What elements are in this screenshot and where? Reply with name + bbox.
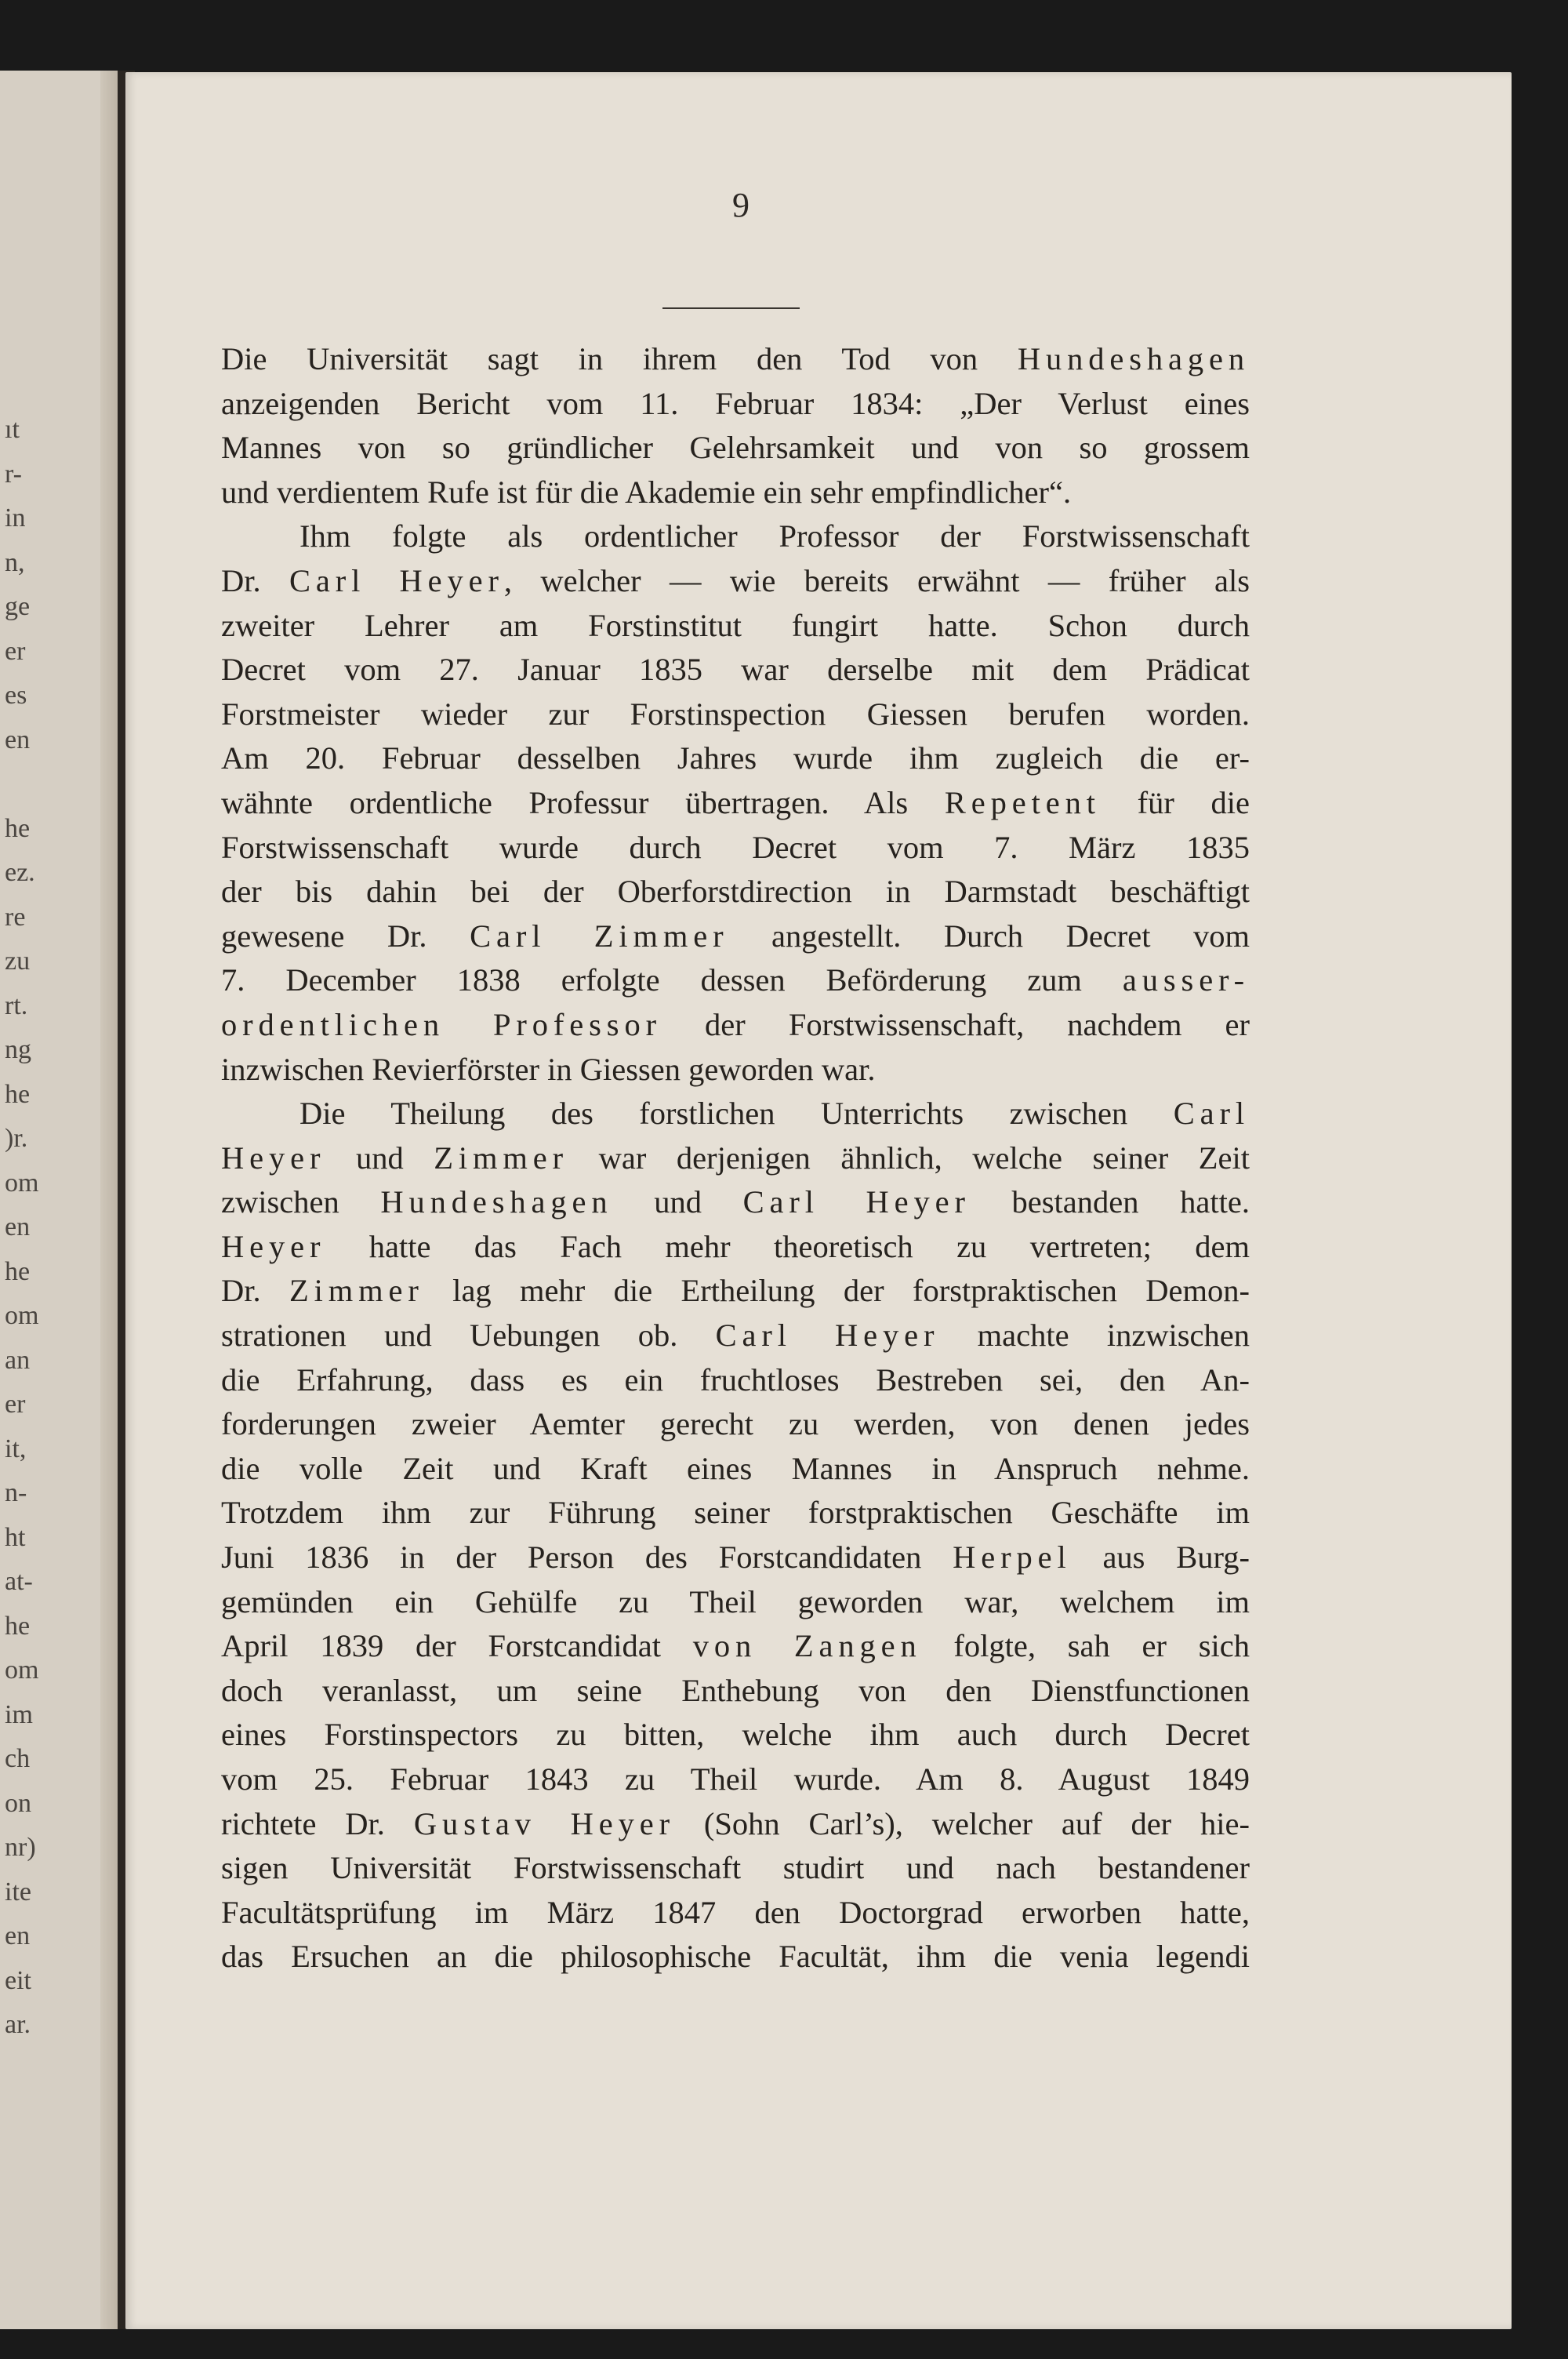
text-segment: Facultätsprüfung im März 1847 den Doctorgrad erworben hatte, [221,1894,1250,1930]
text-line [221,1314,1250,1358]
text-line [221,1402,1250,1447]
page-number-rule [662,307,800,309]
margin-fragment: er [5,1390,26,1419]
margin-fragment: ıt [5,415,20,444]
margin-fragment [0,762,118,807]
text-segment: die Erfahrung, dass es ein fruchtloses Bestreben sei, den An- [221,1361,1250,1398]
margin-fragment: n, [5,547,25,577]
margin-fragment: ht [5,1522,26,1552]
text-segment: und verdientem Rufe ist für die Akademie ein sehr empfindlicher“. [221,474,1072,510]
text-segment: bestanden hatte. [970,1184,1250,1220]
spaced-name: Zimmer [289,1273,424,1309]
text-segment: hatte das Fach mehr theoretisch zu vertreten; dem [325,1228,1250,1264]
text-segment: Dr. [221,562,290,598]
text-line [221,1136,1250,1181]
text-line [221,1757,1250,1802]
text-line [221,1447,1250,1492]
spaced-name: Carl Heyer [715,1318,940,1354]
margin-fragment: ge [5,592,31,621]
margin-fragment: re [5,902,26,932]
spaced-name: Carl Heyer [289,562,504,598]
margin-fragment: n- [5,1478,27,1507]
margin-fragment: it, [5,1434,27,1463]
margin-fragment: en [5,725,31,754]
text-line [221,1713,1250,1757]
margin-fragment: he [5,1256,31,1286]
margin-fragment: ez. [5,858,35,887]
text-segment: und [612,1184,743,1220]
margin-fragment: on [5,1788,31,1818]
margin-fragment: eit [5,1965,31,1995]
text-segment: forderungen zweier Aemter gerecht zu werden, von denen jedes [221,1406,1250,1442]
text-line [221,736,1250,781]
text-line [221,1846,1250,1891]
margin-fragment: ite [5,1877,31,1906]
text-line [221,826,1250,871]
text-segment: 7. December 1838 erfolgte dessen Beförderung zum [221,962,1123,998]
text-line [221,1092,1250,1136]
text-segment: Forstwissenschaft wurde durch Decret vom 7. März 1835 [221,829,1250,865]
text-segment: , welcher — wie bereits erwähnt — früher als [503,562,1250,598]
text-line [221,692,1250,737]
margin-fragment: om [5,1301,39,1330]
margin-fragment: om [5,1168,39,1198]
text-segment: Die Universität sagt in ihrem den Tod von [221,341,1018,376]
spaced-name: ausser- [1122,962,1250,998]
text-line [221,1003,1250,1048]
text-segment: die volle Zeit und Kraft eines Mannes in Anspruch nehme. [221,1450,1250,1486]
text-line [221,1180,1250,1225]
text-segment: Forstmeister wieder zur Forstinspection Giessen berufen worden. [221,696,1250,732]
text-segment: und [325,1140,434,1176]
text-segment: (Sohn Carl’s), welcher auf der hie- [675,1805,1250,1841]
text-line [221,958,1250,1003]
margin-fragment: at- [5,1567,33,1596]
text-segment: Die Theilung des forstlichen Unterrichts zwischen [299,1096,1174,1132]
spaced-name: Herpel [953,1539,1072,1576]
margin-fragment: in [5,503,26,533]
spaced-name: Gustav Heyer [413,1805,676,1841]
margin-fragment: he [5,813,31,843]
text-segment: machte inzwischen [939,1318,1250,1354]
text-line [221,1225,1250,1270]
margin-fragment: er [5,636,26,666]
text-line [221,870,1250,914]
text-line [221,914,1250,959]
spaced-name: ordentlichen Professor [221,1006,662,1042]
spaced-name: Heyer [221,1228,326,1264]
text-segment: Juni 1836 in der Person des Forstcandidaten [221,1539,953,1576]
text-segment: zweiter Lehrer am Forstinstitut fungirt hatte. Schon durch [221,607,1250,643]
margin-fragment: im [5,1699,33,1729]
text-segment: für die [1100,784,1250,820]
text-segment: angestellt. Durch Decret vom [728,918,1250,954]
text-segment: Decret vom 27. Januar 1835 war derselbe mit dem Prädicat [221,652,1250,688]
margin-fragment: zu [5,947,31,976]
text-segment: Mannes von so gründlicher Gelehrsamkeit und von so grossem [221,430,1250,466]
text-line [221,1580,1250,1625]
margin-fragment: )r. [5,1124,28,1153]
margin-fragment: en [5,1921,31,1950]
text-segment: lag mehr die Ertheilung der forstpraktischen Demon- [423,1273,1250,1309]
spaced-name: Carl Heyer [742,1184,971,1220]
text-line [221,1935,1250,1979]
text-segment: zwischen [221,1184,381,1220]
text-segment: war derjenigen ähnlich, welche seiner Zeit [568,1140,1250,1176]
text-line [221,1048,1250,1092]
text-line [221,1491,1250,1536]
margin-fragment: nr) [5,1833,36,1862]
text-segment: vom 25. Februar 1843 zu Theil wurde. Am 8. August 1849 [221,1761,1250,1797]
text-line [221,382,1250,427]
text-line [221,337,1250,382]
body-text [221,337,1250,1979]
text-segment: Ihm folgte als ordentlicher Professor der Forstwissenschaft [299,518,1250,554]
text-line [221,781,1250,826]
margin-fragment: ar. [5,2010,31,2039]
text-segment: Am 20. Februar desselben Jahres wurde ihm zugleich die er- [221,740,1250,776]
text-line [221,514,1250,559]
margin-fragment: ng [5,1035,31,1064]
text-line [221,1802,1250,1847]
text-segment: sigen Universität Forstwissenschaft studirt und nach bestandener [221,1850,1250,1886]
text-line [221,604,1250,649]
spaced-name: Repetent [944,784,1101,820]
spaced-name: Heyer [221,1140,326,1176]
text-line [221,1536,1250,1580]
spaced-name: Zimmer [434,1140,569,1176]
text-segment: folgte, sah er sich [921,1628,1250,1664]
text-segment: eines Forstinspectors zu bitten, welche ihm auch durch Decret [221,1717,1250,1753]
left-page [0,71,118,2329]
text-line [221,471,1250,515]
text-segment: aus Burg- [1071,1539,1250,1576]
text-line [221,426,1250,471]
margin-fragment: an [5,1345,31,1375]
text-line [221,1358,1250,1403]
spaced-name: Hundeshagen [380,1184,613,1220]
text-segment: April 1839 der Forstcandidat [221,1628,693,1664]
margin-fragment: om [5,1656,39,1685]
text-line [221,1624,1250,1669]
text-segment: der bis dahin bei der Oberforstdirection in Darmstadt beschäftigt [221,874,1250,910]
text-segment: wähnte ordentliche Professur übertragen. Als [221,784,945,820]
spaced-name: Carl Zimmer [470,918,729,954]
text-segment: Dr. [221,1273,290,1309]
spaced-name: Hundeshagen [1017,341,1250,376]
text-line [221,559,1250,604]
margin-fragment: es [5,681,27,710]
text-line [221,1891,1250,1936]
text-segment: Trotzdem ihm zur Führung seiner forstpraktischen Geschäfte im [221,1495,1250,1531]
spaced-name: von Zangen [692,1628,922,1664]
margin-fragment: rt. [5,990,28,1020]
margin-fragment: ch [5,1744,31,1773]
spaced-name: Carl [1173,1096,1250,1132]
text-line [221,1669,1250,1714]
text-segment: inzwischen Revierförster in Giessen geworden war. [221,1051,876,1087]
margin-fragment: he [5,1611,31,1641]
text-segment: strationen und Uebungen ob. [221,1318,716,1354]
margin-fragment: r- [5,459,22,489]
text-segment: das Ersuchen an die philosophische Facultät, ihm die venia legendi [221,1939,1250,1975]
text-segment: doch veranlasst, um seine Enthebung von den Dienstfunctionen [221,1672,1250,1708]
text-line [221,1269,1250,1314]
margin-fragment: he [5,1079,31,1109]
text-segment: gewesene Dr. [221,918,470,954]
margin-fragment: en [5,1212,31,1241]
text-segment: anzeigenden Bericht vom 11. Februar 1834: „Der Verlust eines [221,385,1250,421]
left-page-margin-fragments [0,408,118,2048]
text-line [221,648,1250,692]
text-segment: der Forstwissenschaft, nachdem er [661,1006,1250,1042]
page-number: 9 [732,186,750,224]
text-segment: richtete Dr. [221,1805,414,1841]
text-segment: gemünden ein Gehülfe zu Theil geworden war, welchem im [221,1583,1250,1619]
